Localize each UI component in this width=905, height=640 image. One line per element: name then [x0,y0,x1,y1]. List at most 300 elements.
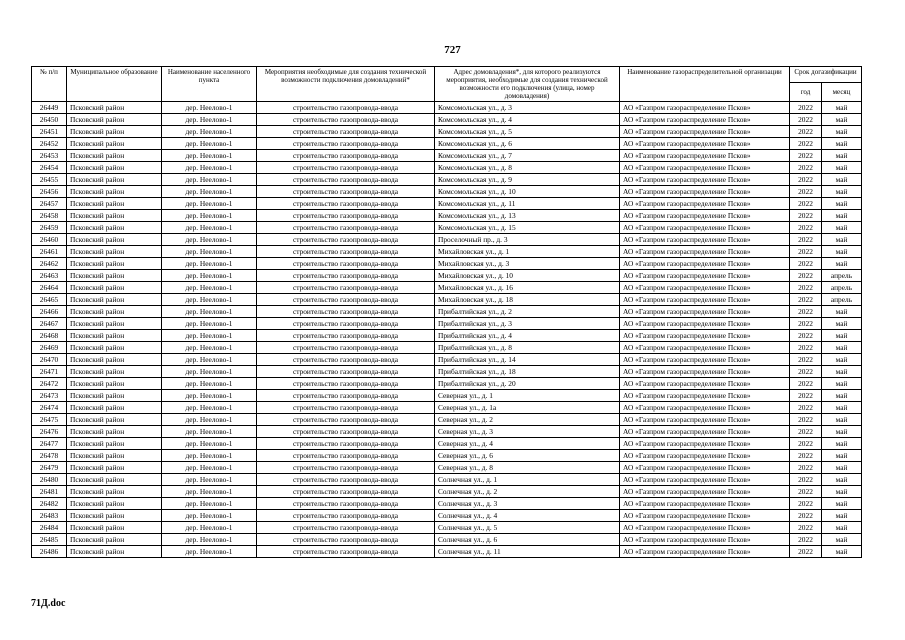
cell-year: 2022 [790,438,822,450]
cell-municipality: Псковский район [67,162,162,174]
cell-settlement: дер. Неелово-1 [162,354,257,366]
table-row [32,186,862,198]
cell-municipality: Псковский район [67,522,162,534]
cell-month: апрель [822,282,862,294]
cell-measures: строительство газопровода-ввода [257,306,435,318]
cell-month: май [822,414,862,426]
cell-month: май [822,138,862,150]
cell-year: 2022 [790,510,822,522]
cell-municipality: Псковский район [67,330,162,342]
cell-num: 26464 [32,282,67,294]
cell-settlement: дер. Неелово-1 [162,222,257,234]
cell-settlement: дер. Неелово-1 [162,294,257,306]
cell-settlement: дер. Неелово-1 [162,282,257,294]
cell-settlement: дер. Неелово-1 [162,258,257,270]
cell-municipality: Псковский район [67,222,162,234]
cell-month: май [822,450,862,462]
cell-month: май [822,306,862,318]
cell-num: 26482 [32,498,67,510]
cell-address: Комсомольская ул., д. 15 [435,222,620,234]
cell-month: май [822,462,862,474]
cell-org: АО «Газпром газораспределение Псков» [620,426,790,438]
cell-num: 26481 [32,486,67,498]
cell-municipality: Псковский район [67,342,162,354]
cell-month: май [822,522,862,534]
cell-year: 2022 [790,450,822,462]
cell-municipality: Псковский район [67,186,162,198]
cell-settlement: дер. Неелово-1 [162,150,257,162]
cell-municipality: Псковский район [67,498,162,510]
cell-org: АО «Газпром газораспределение Псков» [620,138,790,150]
cell-year: 2022 [790,354,822,366]
cell-settlement: дер. Неелово-1 [162,534,257,546]
cell-month: май [822,354,862,366]
col-header-year: год [790,83,822,102]
cell-org: АО «Газпром газораспределение Псков» [620,486,790,498]
cell-municipality: Псковский район [67,390,162,402]
cell-measures: строительство газопровода-ввода [257,474,435,486]
cell-month: май [822,474,862,486]
col-header-address: Адрес домовладения*, для которого реализуются мероприятия, необходимые для создания технической возможности его подключения (улица, номер домовладения) [435,67,620,102]
cell-settlement: дер. Неелово-1 [162,210,257,222]
cell-year: 2022 [790,546,822,558]
cell-year: 2022 [790,306,822,318]
cell-year: 2022 [790,426,822,438]
cell-measures: строительство газопровода-ввода [257,390,435,402]
cell-measures: строительство газопровода-ввода [257,534,435,546]
cell-municipality: Псковский район [67,246,162,258]
cell-org: АО «Газпром газораспределение Псков» [620,522,790,534]
cell-municipality: Псковский район [67,174,162,186]
cell-settlement: дер. Неелово-1 [162,306,257,318]
cell-address: Комсомольская ул., д. 10 [435,186,620,198]
cell-measures: строительство газопровода-ввода [257,138,435,150]
cell-address: Солнечная ул., д. 5 [435,522,620,534]
cell-num: 26449 [32,102,67,114]
cell-month: апрель [822,294,862,306]
cell-num: 26460 [32,234,67,246]
cell-address: Комсомольская ул., д. 3 [435,102,620,114]
table-row [32,246,862,258]
cell-org: АО «Газпром газораспределение Псков» [620,162,790,174]
cell-measures: строительство газопровода-ввода [257,546,435,558]
table-row [32,366,862,378]
cell-address: Комсомольская ул., д. 13 [435,210,620,222]
cell-month: май [822,534,862,546]
cell-num: 26470 [32,354,67,366]
cell-address: Комсомольская ул., д. 7 [435,150,620,162]
cell-month: май [822,258,862,270]
cell-month: май [822,126,862,138]
cell-settlement: дер. Неелово-1 [162,474,257,486]
cell-settlement: дер. Неелово-1 [162,522,257,534]
cell-year: 2022 [790,474,822,486]
cell-month: апрель [822,270,862,282]
cell-settlement: дер. Неелово-1 [162,270,257,282]
cell-org: АО «Газпром газораспределение Псков» [620,534,790,546]
table-row [32,306,862,318]
cell-address: Комсомольская ул., д. 5 [435,126,620,138]
cell-org: АО «Газпром газораспределение Псков» [620,270,790,282]
cell-org: АО «Газпром газораспределение Псков» [620,510,790,522]
table-row [32,390,862,402]
cell-address: Прибалтийская ул., д. 20 [435,378,620,390]
cell-municipality: Псковский район [67,318,162,330]
cell-month: май [822,438,862,450]
table-row [32,114,862,126]
cell-org: АО «Газпром газораспределение Псков» [620,150,790,162]
table-row [32,426,862,438]
cell-year: 2022 [790,234,822,246]
cell-org: АО «Газпром газораспределение Псков» [620,462,790,474]
cell-municipality: Псковский район [67,258,162,270]
cell-org: АО «Газпром газораспределение Псков» [620,210,790,222]
table-row [32,438,862,450]
cell-measures: строительство газопровода-ввода [257,318,435,330]
cell-municipality: Псковский район [67,438,162,450]
cell-org: АО «Газпром газораспределение Псков» [620,390,790,402]
table-row [32,462,862,474]
cell-num: 26455 [32,174,67,186]
cell-measures: строительство газопровода-ввода [257,378,435,390]
cell-org: АО «Газпром газораспределение Псков» [620,318,790,330]
cell-month: май [822,390,862,402]
cell-month: май [822,210,862,222]
col-header-num: № п/п [32,67,67,102]
cell-num: 26480 [32,474,67,486]
cell-address: Солнечная ул., д. 6 [435,534,620,546]
cell-year: 2022 [790,318,822,330]
cell-num: 26456 [32,186,67,198]
cell-measures: строительство газопровода-ввода [257,258,435,270]
cell-num: 26453 [32,150,67,162]
cell-org: АО «Газпром газораспределение Псков» [620,414,790,426]
table-row [32,294,862,306]
table-row [32,498,862,510]
cell-year: 2022 [790,198,822,210]
cell-settlement: дер. Неелово-1 [162,246,257,258]
col-header-settlement: Наименование населенного пункта [162,67,257,102]
cell-settlement: дер. Неелово-1 [162,414,257,426]
cell-year: 2022 [790,186,822,198]
cell-month: май [822,378,862,390]
table-row [32,138,862,150]
cell-org: АО «Газпром газораспределение Псков» [620,234,790,246]
cell-num: 26476 [32,426,67,438]
cell-month: май [822,426,862,438]
cell-org: АО «Газпром газораспределение Псков» [620,438,790,450]
cell-address: Комсомольская ул., д. 9 [435,174,620,186]
cell-month: май [822,162,862,174]
cell-year: 2022 [790,462,822,474]
table-row [32,474,862,486]
cell-settlement: дер. Неелово-1 [162,402,257,414]
cell-year: 2022 [790,210,822,222]
cell-num: 26450 [32,114,67,126]
cell-municipality: Псковский район [67,510,162,522]
cell-municipality: Псковский район [67,402,162,414]
cell-settlement: дер. Неелово-1 [162,114,257,126]
cell-measures: строительство газопровода-ввода [257,426,435,438]
cell-measures: строительство газопровода-ввода [257,498,435,510]
cell-org: АО «Газпром газораспределение Псков» [620,402,790,414]
cell-address: Солнечная ул., д. 4 [435,510,620,522]
cell-municipality: Псковский район [67,102,162,114]
cell-municipality: Псковский район [67,414,162,426]
page-number: 727 [444,44,461,56]
cell-measures: строительство газопровода-ввода [257,150,435,162]
cell-org: АО «Газпром газораспределение Псков» [620,306,790,318]
cell-year: 2022 [790,174,822,186]
cell-org: АО «Газпром газораспределение Псков» [620,198,790,210]
cell-settlement: дер. Неелово-1 [162,462,257,474]
cell-year: 2022 [790,246,822,258]
cell-measures: строительство газопровода-ввода [257,198,435,210]
cell-municipality: Псковский район [67,354,162,366]
cell-address: Северная ул., д. 3 [435,426,620,438]
cell-year: 2022 [790,222,822,234]
cell-municipality: Псковский район [67,450,162,462]
cell-municipality: Псковский район [67,234,162,246]
table-row [32,414,862,426]
table-row [32,402,862,414]
cell-measures: строительство газопровода-ввода [257,522,435,534]
table-row [32,126,862,138]
cell-municipality: Псковский район [67,486,162,498]
cell-org: АО «Газпром газораспределение Псков» [620,474,790,486]
cell-measures: строительство газопровода-ввода [257,114,435,126]
cell-measures: строительство газопровода-ввода [257,414,435,426]
cell-org: АО «Газпром газораспределение Псков» [620,258,790,270]
table-row [32,318,862,330]
cell-num: 26454 [32,162,67,174]
cell-address: Прибалтийская ул., д. 3 [435,318,620,330]
cell-settlement: дер. Неелово-1 [162,162,257,174]
cell-org: АО «Газпром газораспределение Псков» [620,354,790,366]
table-row [32,534,862,546]
cell-year: 2022 [790,138,822,150]
cell-num: 26478 [32,450,67,462]
table-row [32,210,862,222]
cell-year: 2022 [790,114,822,126]
cell-measures: строительство газопровода-ввода [257,510,435,522]
cell-measures: строительство газопровода-ввода [257,486,435,498]
cell-measures: строительство газопровода-ввода [257,162,435,174]
cell-settlement: дер. Неелово-1 [162,330,257,342]
cell-month: май [822,402,862,414]
cell-measures: строительство газопровода-ввода [257,462,435,474]
cell-measures: строительство газопровода-ввода [257,246,435,258]
table-body [32,102,862,558]
cell-address: Михайловская ул., д. 16 [435,282,620,294]
cell-measures: строительство газопровода-ввода [257,186,435,198]
cell-settlement: дер. Неелово-1 [162,174,257,186]
cell-org: АО «Газпром газораспределение Псков» [620,498,790,510]
cell-address: Михайловская ул., д. 18 [435,294,620,306]
col-header-month: месяц [822,83,862,102]
cell-year: 2022 [790,486,822,498]
col-header-measures: Мероприятия необходимые для создания технической возможности подключения домовладений* [257,67,435,102]
cell-month: май [822,174,862,186]
cell-num: 26471 [32,366,67,378]
cell-settlement: дер. Неелово-1 [162,486,257,498]
cell-num: 26467 [32,318,67,330]
cell-org: АО «Газпром газораспределение Псков» [620,294,790,306]
cell-month: май [822,510,862,522]
cell-year: 2022 [790,414,822,426]
cell-org: АО «Газпром газораспределение Псков» [620,342,790,354]
cell-month: май [822,222,862,234]
cell-org: АО «Газпром газораспределение Псков» [620,102,790,114]
cell-num: 26472 [32,378,67,390]
cell-num: 26479 [32,462,67,474]
cell-address: Комсомольская ул., д. 6 [435,138,620,150]
cell-settlement: дер. Неелово-1 [162,138,257,150]
cell-municipality: Псковский район [67,282,162,294]
cell-month: май [822,318,862,330]
cell-address: Михайловская ул., д. 10 [435,270,620,282]
cell-address: Комсомольская ул., д. 4 [435,114,620,126]
cell-year: 2022 [790,402,822,414]
cell-address: Прибалтийская ул., д. 8 [435,342,620,354]
cell-month: май [822,114,862,126]
cell-settlement: дер. Неелово-1 [162,498,257,510]
cell-settlement: дер. Неелово-1 [162,126,257,138]
cell-address: Солнечная ул., д. 1 [435,474,620,486]
cell-measures: строительство газопровода-ввода [257,366,435,378]
cell-municipality: Псковский район [67,270,162,282]
table-row [32,486,862,498]
cell-municipality: Псковский район [67,126,162,138]
cell-municipality: Псковский район [67,534,162,546]
cell-address: Северная ул., д. 1а [435,402,620,414]
cell-settlement: дер. Неелово-1 [162,450,257,462]
cell-num: 26468 [32,330,67,342]
cell-org: АО «Газпром газораспределение Псков» [620,186,790,198]
cell-year: 2022 [790,522,822,534]
table-row [32,510,862,522]
table-row [32,102,862,114]
cell-month: май [822,246,862,258]
cell-org: АО «Газпром газораспределение Псков» [620,330,790,342]
cell-settlement: дер. Неелово-1 [162,318,257,330]
cell-municipality: Псковский район [67,474,162,486]
cell-settlement: дер. Неелово-1 [162,102,257,114]
file-name-label: 71Д.doc [31,598,66,609]
cell-measures: строительство газопровода-ввода [257,294,435,306]
cell-municipality: Псковский район [67,426,162,438]
cell-num: 26451 [32,126,67,138]
table-row [32,378,862,390]
cell-num: 26458 [32,210,67,222]
cell-month: май [822,546,862,558]
cell-num: 26474 [32,402,67,414]
cell-settlement: дер. Неелово-1 [162,198,257,210]
cell-year: 2022 [790,534,822,546]
table-row [32,450,862,462]
cell-month: май [822,198,862,210]
cell-address: Северная ул., д. 6 [435,450,620,462]
cell-month: май [822,150,862,162]
cell-year: 2022 [790,294,822,306]
table-row [32,258,862,270]
cell-settlement: дер. Неелово-1 [162,510,257,522]
cell-measures: строительство газопровода-ввода [257,402,435,414]
cell-measures: строительство газопровода-ввода [257,270,435,282]
cell-settlement: дер. Неелово-1 [162,426,257,438]
cell-address: Михайловская ул., д. 3 [435,258,620,270]
cell-settlement: дер. Неелово-1 [162,378,257,390]
cell-org: АО «Газпром газораспределение Псков» [620,222,790,234]
cell-address: Солнечная ул., д. 2 [435,486,620,498]
cell-measures: строительство газопровода-ввода [257,354,435,366]
cell-year: 2022 [790,378,822,390]
cell-municipality: Псковский район [67,150,162,162]
table-row [32,174,862,186]
cell-municipality: Псковский район [67,210,162,222]
cell-municipality: Псковский район [67,366,162,378]
cell-num: 26485 [32,534,67,546]
cell-num: 26452 [32,138,67,150]
cell-year: 2022 [790,258,822,270]
table-row [32,546,862,558]
table-row [32,234,862,246]
cell-org: АО «Газпром газораспределение Псков» [620,246,790,258]
table-row [32,162,862,174]
col-header-org: Наименование газораспределительной организации [620,67,790,102]
cell-month: май [822,234,862,246]
table-row [32,354,862,366]
cell-municipality: Псковский район [67,138,162,150]
cell-settlement: дер. Неелово-1 [162,366,257,378]
cell-org: АО «Газпром газораспределение Псков» [620,114,790,126]
table-header-row [32,67,862,83]
cell-settlement: дер. Неелово-1 [162,186,257,198]
cell-num: 26459 [32,222,67,234]
cell-address: Проселочный пр., д. 3 [435,234,620,246]
cell-year: 2022 [790,282,822,294]
cell-municipality: Псковский район [67,114,162,126]
cell-settlement: дер. Неелово-1 [162,390,257,402]
cell-address: Прибалтийская ул., д. 4 [435,330,620,342]
cell-month: май [822,498,862,510]
cell-year: 2022 [790,150,822,162]
cell-address: Комсомольская ул., д. 8 [435,162,620,174]
cell-num: 26475 [32,414,67,426]
table-row [32,342,862,354]
table-row [32,330,862,342]
cell-address: Прибалтийская ул., д. 14 [435,354,620,366]
cell-num: 26463 [32,270,67,282]
cell-municipality: Псковский район [67,294,162,306]
cell-settlement: дер. Неелово-1 [162,234,257,246]
table-row [32,270,862,282]
cell-address: Комсомольская ул., д. 11 [435,198,620,210]
cell-measures: строительство газопровода-ввода [257,342,435,354]
cell-municipality: Псковский район [67,546,162,558]
cell-num: 26483 [32,510,67,522]
cell-address: Северная ул., д. 1 [435,390,620,402]
cell-year: 2022 [790,390,822,402]
cell-org: АО «Газпром газораспределение Псков» [620,126,790,138]
cell-municipality: Псковский район [67,198,162,210]
cell-month: май [822,330,862,342]
cell-num: 26469 [32,342,67,354]
cell-month: май [822,186,862,198]
cell-year: 2022 [790,330,822,342]
cell-measures: строительство газопровода-ввода [257,126,435,138]
table-row [32,222,862,234]
